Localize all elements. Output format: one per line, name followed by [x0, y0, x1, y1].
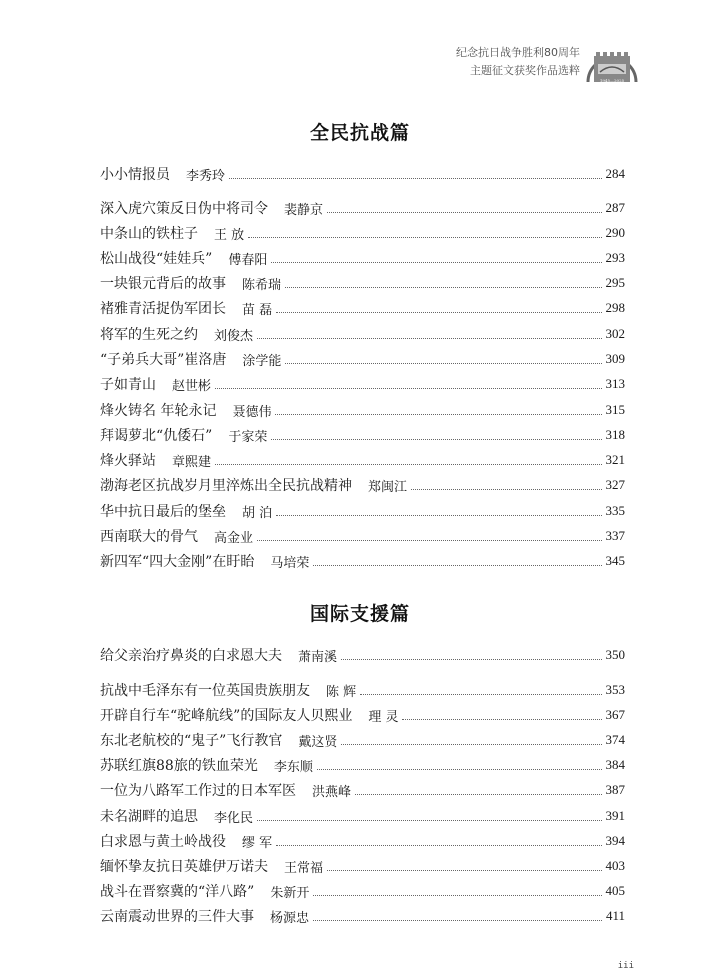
entry-title: 拜谒萝北“仇倭石”	[100, 428, 213, 444]
entry-title: 新四军“四大金刚”在盱眙	[100, 554, 255, 570]
svg-text:1945—2025: 1945—2025	[599, 78, 625, 83]
page-marker: iii	[617, 961, 634, 971]
entry-author: 洪燕峰	[312, 784, 352, 800]
entry-author: 陈希瑞	[242, 277, 282, 293]
entry-author: 傅春阳	[228, 252, 268, 268]
entry-title: 开辟自行车“驼峰航线”的国际友人贝熙业	[100, 708, 353, 724]
entry-title: 中条山的铁柱子	[100, 226, 198, 242]
dot-leader	[327, 870, 601, 871]
toc-entry[interactable]	[100, 679, 625, 701]
toc-entry[interactable]	[100, 222, 625, 244]
dot-leader	[229, 178, 601, 179]
entry-author: 马培荣	[270, 555, 310, 571]
toc-entry[interactable]	[100, 855, 625, 877]
toc-entry[interactable]	[100, 779, 625, 801]
entry-page-number: 403	[605, 858, 625, 873]
entry-title: 战斗在晋察冀的“洋八路”	[100, 884, 255, 900]
dot-leader	[285, 363, 601, 364]
entry-author: 章熙建	[172, 454, 212, 470]
section-title-国际支援: 国际支援篇	[309, 603, 410, 625]
dot-leader	[248, 237, 601, 238]
entry-title: 松山战役“娃娃兵”	[100, 251, 213, 267]
entry-page-number: 318	[605, 427, 625, 442]
entry-page-number: 302	[605, 326, 625, 341]
header-line-1: 纪念抗日战争胜利80周年	[456, 46, 580, 59]
entry-page-number: 391	[605, 808, 625, 823]
entry-title: 东北老航校的“鬼子”飞行教官	[100, 733, 283, 749]
dot-leader	[317, 769, 602, 770]
toc-entry[interactable]	[100, 500, 625, 522]
entry-title: 褚雅青活捉伪军团长	[100, 301, 226, 317]
entry-page-number: 293	[605, 250, 625, 265]
dot-leader	[215, 464, 601, 465]
toc-entry[interactable]	[100, 805, 625, 827]
toc-entry[interactable]	[100, 704, 625, 726]
dot-leader	[360, 694, 601, 695]
dot-leader	[313, 895, 601, 896]
toc-entry[interactable]	[100, 550, 625, 572]
entry-page-number: 290	[605, 225, 625, 240]
entry-author: 聂德伟	[232, 404, 272, 420]
toc-entry[interactable]	[100, 424, 625, 446]
entry-author: 李化民	[214, 810, 254, 826]
dot-leader	[411, 489, 601, 490]
entry-page-number: 411	[605, 908, 625, 923]
dot-leader	[257, 338, 601, 339]
entry-author: 于家荣	[228, 429, 268, 445]
entry-page-number: 315	[605, 402, 625, 417]
entry-title: 缅怀挚友抗日英雄伊万诺夫	[100, 859, 268, 875]
dot-leader	[276, 312, 601, 313]
entry-title: 云南震动世界的三件大事	[100, 909, 254, 925]
toc-entry[interactable]	[100, 399, 625, 421]
entry-author: 裴静京	[284, 202, 324, 218]
entry-page-number: 309	[605, 351, 625, 366]
entry-author: 刘俊杰	[214, 328, 254, 344]
dot-leader	[313, 920, 602, 921]
entry-page-number: 387	[605, 782, 625, 797]
toc-entry[interactable]	[100, 449, 625, 471]
dot-leader	[341, 659, 601, 660]
entry-page-number: 405	[605, 883, 625, 898]
dot-leader	[215, 388, 601, 389]
dot-leader	[257, 820, 601, 821]
entry-title: 华中抗日最后的堡垒	[100, 504, 226, 520]
entry-title: 深入虎穴策反日伪中将司令	[100, 201, 268, 217]
entry-page-number: 367	[605, 707, 625, 722]
header-line-2: 主题征文获奖作品选粹	[470, 64, 580, 77]
toc-entry[interactable]	[100, 272, 625, 294]
entry-title: 烽火驿站	[100, 453, 156, 469]
toc-entry[interactable]	[100, 905, 625, 927]
dot-leader	[285, 287, 601, 288]
entry-author: 朱新开	[270, 885, 310, 901]
entry-title: 一位为八路军工作过的日本军医	[100, 783, 296, 799]
entry-title: 将军的生死之约	[100, 327, 198, 343]
entry-title: 一块银元背后的故事	[100, 276, 226, 292]
toc-entry[interactable]	[100, 880, 625, 902]
dot-leader	[275, 414, 601, 415]
entry-title: 渤海老区抗战岁月里淬炼出全民抗战精神	[100, 478, 352, 494]
entry-title: 子如青山	[100, 377, 156, 393]
entry-page-number: 353	[605, 682, 625, 697]
entry-page-number: 335	[605, 503, 625, 518]
entry-page-number: 298	[605, 300, 625, 315]
entry-page-number: 284	[605, 166, 625, 181]
entry-title: 白求恩与黄土岭战役	[100, 834, 226, 850]
entry-author: 李东顺	[273, 759, 313, 775]
toc-entry[interactable]	[100, 754, 625, 776]
entry-author: 萧南溪	[298, 649, 338, 665]
dot-leader	[327, 212, 601, 213]
toc-entry[interactable]	[100, 297, 625, 319]
entry-author: 理 灵	[368, 709, 399, 725]
entry-page-number: 374	[605, 732, 625, 747]
entry-title: 抗战中毛泽东有一位英国贵族朋友	[100, 683, 310, 699]
toc-entry[interactable]	[100, 373, 625, 395]
entry-author: 戴这贤	[298, 734, 338, 750]
entry-author: 杨源忠	[270, 910, 310, 926]
entry-title: 烽火铸名 年轮永记	[100, 403, 217, 419]
toc-entry[interactable]	[100, 348, 625, 370]
toc-entry[interactable]	[100, 197, 625, 219]
entry-title: “子弟兵大哥”崔洛唐	[100, 352, 227, 368]
toc-entry[interactable]	[100, 830, 625, 852]
great-wall-emblem-icon	[586, 42, 638, 88]
entry-title: 给父亲治疗鼻炎的白求恩大夫	[100, 648, 282, 664]
dot-leader	[402, 719, 601, 720]
section-title-全民抗战: 全民抗战篇	[309, 122, 410, 144]
entry-title: 苏联红旗88旅的铁血荣光	[100, 758, 258, 774]
toc-entry[interactable]	[100, 525, 625, 547]
entry-page-number: 394	[605, 833, 625, 848]
entry-page-number: 321	[605, 452, 625, 467]
dot-leader	[276, 845, 601, 846]
dot-leader	[271, 439, 601, 440]
entry-author: 高金业	[214, 530, 254, 546]
entry-page-number: 345	[605, 553, 625, 568]
dot-leader	[257, 540, 601, 541]
entry-author: 李秀玲	[186, 168, 226, 184]
entry-page-number: 337	[605, 528, 625, 543]
entry-title: 西南联大的骨气	[100, 529, 198, 545]
toc-entry[interactable]	[100, 247, 625, 269]
toc-entry[interactable]	[100, 323, 625, 345]
entry-page-number: 350	[605, 647, 625, 662]
running-header	[360, 44, 580, 80]
dot-leader	[355, 794, 601, 795]
entry-author: 胡 泊	[242, 505, 273, 521]
entry-page-number: 384	[605, 757, 625, 772]
entry-author: 赵世彬	[172, 378, 212, 394]
entry-title: 未名湖畔的追思	[100, 809, 198, 825]
toc-entry[interactable]	[100, 474, 625, 496]
entry-author: 王常福	[284, 860, 324, 876]
entry-page-number: 295	[605, 275, 625, 290]
dot-leader	[271, 262, 601, 263]
entry-page-number: 327	[605, 477, 625, 492]
entry-page-number: 287	[605, 200, 625, 215]
toc-entry[interactable]	[100, 163, 625, 185]
entry-title: 小小情报员	[100, 167, 170, 183]
entry-author: 王 放	[214, 227, 245, 243]
entry-page-number: 313	[605, 376, 625, 391]
dot-leader	[341, 744, 601, 745]
entry-author: 涂学能	[242, 353, 282, 369]
entry-author: 缪 军	[242, 835, 273, 851]
entry-author: 苗 磊	[242, 302, 273, 318]
toc-entry[interactable]	[100, 729, 625, 751]
toc-entry[interactable]	[100, 644, 625, 666]
dot-leader	[276, 515, 601, 516]
entry-author: 郑闽江	[368, 479, 408, 495]
dot-leader	[313, 565, 601, 566]
entry-author: 陈 辉	[326, 684, 357, 700]
